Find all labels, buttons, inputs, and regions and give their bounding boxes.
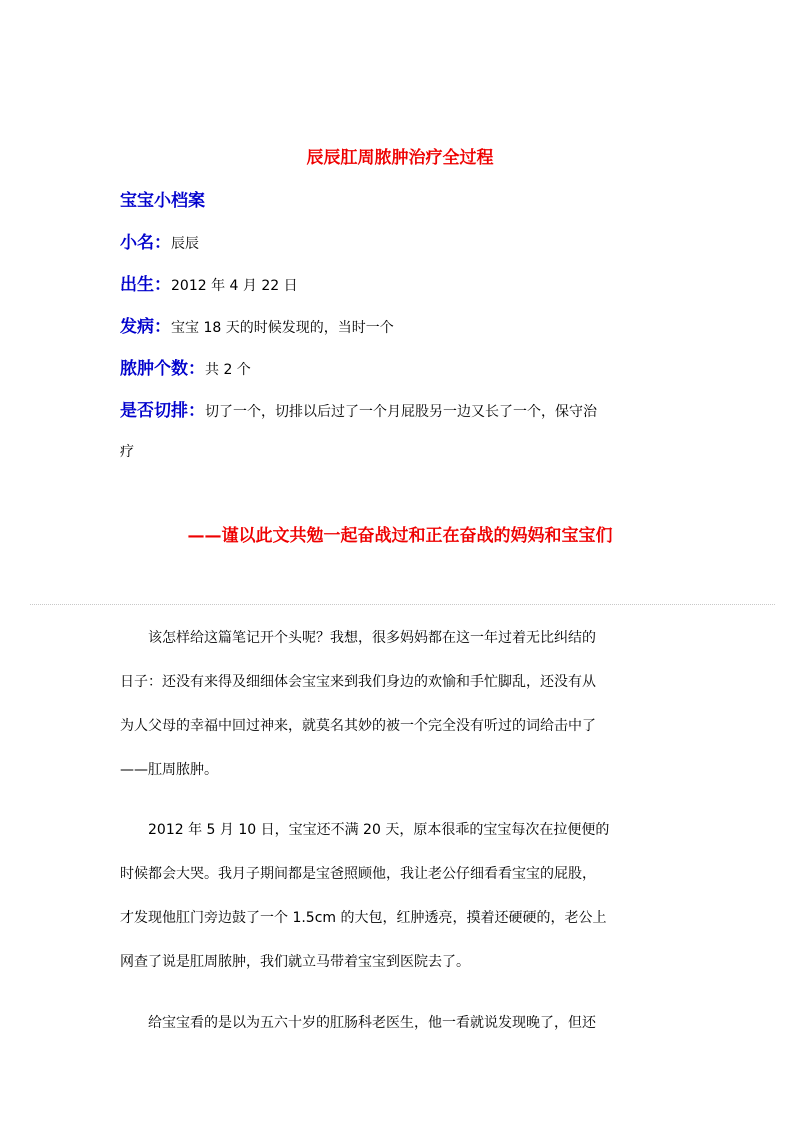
field-label: 小名： — [120, 233, 171, 253]
field-label: 出生： — [120, 275, 171, 295]
field-label: 脓肿个数： — [120, 359, 205, 379]
profile-field-onset — [120, 315, 394, 340]
field-value: 宝宝 18 天的时候发现的，当时一个 — [171, 320, 394, 336]
field-value: 2012 年 4 月 22 日 — [171, 278, 298, 294]
paragraph-line: 2012 年 5 月 10 日，宝宝还不满 20 天，原本很乖的宝宝每次在拉便便的 — [148, 822, 610, 838]
paragraph-line: 为人父母的幸福中回过神来，就莫名其妙的被一个完全没有听过的词给击中了 — [120, 718, 596, 734]
field-label: 发病： — [120, 317, 171, 337]
paragraph-line: 时候都会大哭。我月子期间都是宝爸照顾他，我让老公仔细看看宝宝的屁股， — [120, 866, 596, 882]
profile-field-nickname — [120, 231, 199, 256]
paragraph-line: 该怎样给这篇笔记开个头呢？我想，很多妈妈都在这一年过着无比纠结的 — [148, 630, 596, 646]
paragraph-line: 日子：还没有来得及细细体会宝宝来到我们身边的欢愉和手忙脚乱，还没有从 — [120, 674, 596, 690]
profile-field-abscess-count — [120, 357, 251, 382]
profile-field-incision — [120, 399, 597, 424]
profile-field-incision-continuation: 疗 — [120, 444, 134, 460]
paragraph-line: ——肛周脓肿。 — [120, 762, 218, 778]
field-label: 是否切排： — [120, 401, 205, 421]
paragraph-line: 给宝宝看的是以为五六十岁的肛肠科老医生，他一看就说发现晚了，但还 — [148, 1015, 596, 1031]
field-value: 辰辰 — [171, 236, 199, 252]
field-value: 切了一个，切排以后过了一个月屁股另一边又长了一个，保守治 — [205, 404, 597, 420]
paragraph-line: 才发现他肛门旁边鼓了一个 1.5cm 的大包，红肿透亮，摸着还硬硬的，老公上 — [120, 910, 607, 926]
profile-heading: 宝宝小档案 — [120, 191, 205, 211]
dedication-line: ——谨以此文共勉一起奋战过和正在奋战的妈妈和宝宝们 — [187, 526, 613, 546]
paragraph-line: 网查了说是肛周脓肿，我们就立马带着宝宝到医院去了。 — [120, 954, 470, 970]
field-value: 共 2 个 — [205, 362, 251, 378]
dotted-separator — [30, 604, 775, 605]
profile-field-birth — [120, 273, 298, 298]
document-title: 辰辰肛周脓肿治疗全过程 — [306, 148, 494, 168]
